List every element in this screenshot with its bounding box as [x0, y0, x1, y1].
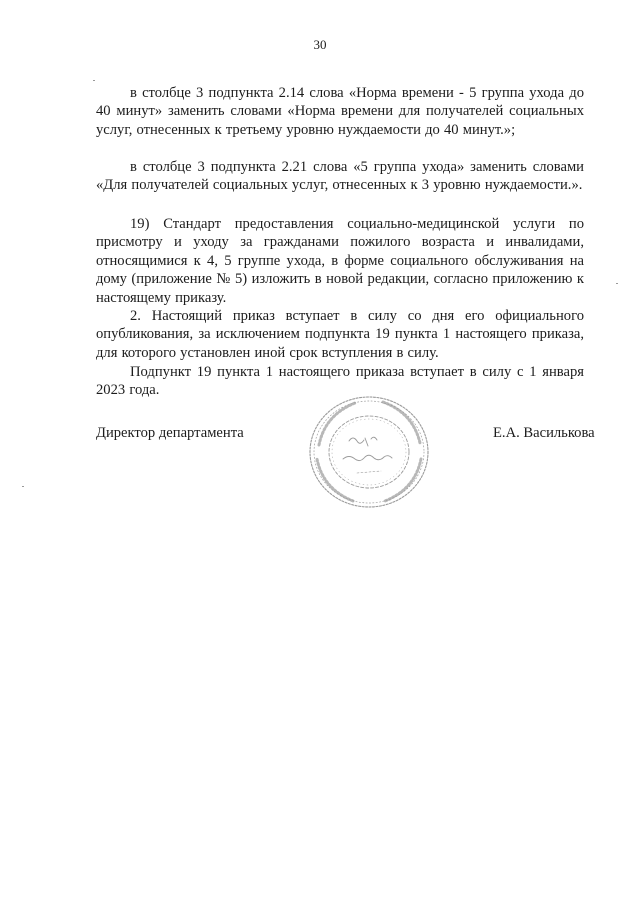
signature-name: Е.А. Василькова — [493, 425, 595, 441]
signature-title: Директор департамента — [96, 425, 244, 441]
paragraph-item-2: 2. Настоящий приказ вступает в силу со дня его официального опубликования, за исключением подпункта 19 пункта 1 настоящего приказа, для которого установлен иной срок вступления в силу. — [96, 308, 584, 361]
paragraph-2-21: в столбце 3 подпункта 2.21 слова «5 группа ухода» заменить словами «Для получателей социальных услуг, отнесенных к 3 уровню нуждаемости.». — [96, 159, 584, 194]
paragraph-2-14: в столбце 3 подпункта 2.14 слова «Норма времени - 5 группа ухода до 40 минут» заменить словами «Норма времени для получателей социальных услуг, отнесенных к третьему уровню нуждаемости до 40 минут.»; — [96, 85, 584, 138]
page-number: 30 — [313, 37, 327, 52]
official-seal-icon — [305, 393, 433, 511]
paragraph-item-19: 19) Стандарт предоставления социально-медицинской услуги по присмотру и уходу за гражданами пожилого возраста и инвалидами, относящимися к 4, 5 группе ухода, в форме социального обслуживания на дому (приложение № 5) изложить в новой редакции, согласно приложению к настоящему приказу. — [96, 216, 584, 306]
paragraph-effective-date: Подпункт 19 пункта 1 настоящего приказа вступает в силу с 1 января 2023 года. — [96, 364, 584, 399]
